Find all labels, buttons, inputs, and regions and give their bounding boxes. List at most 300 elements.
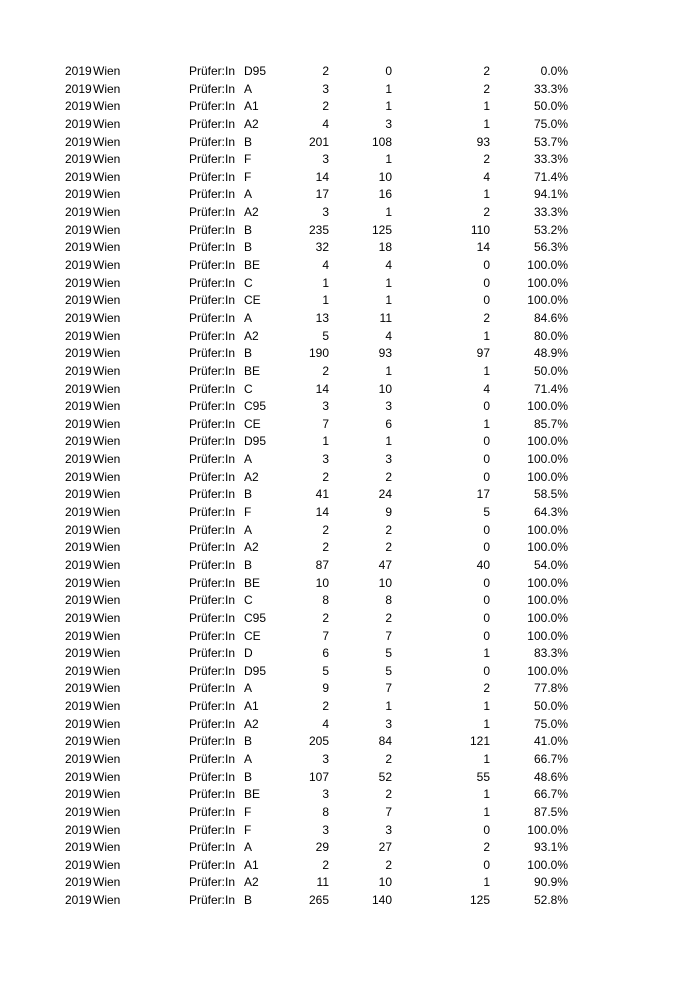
pass-rate-cell: 75.0% [533,116,568,131]
failed-count-cell: 5 [483,505,490,520]
total-count-cell: 2 [322,857,329,872]
city-cell: Wien [93,81,121,96]
year-cell: 2019 [65,434,92,449]
license-class-cell: B [244,346,253,361]
table-row [0,81,700,99]
role-cell: Prüfer:In [189,328,236,343]
year-cell: 2019 [65,258,92,273]
pass-rate-cell: 100.0% [527,399,568,414]
city-cell: Wien [93,681,121,696]
failed-count-cell: 0 [483,258,490,273]
city-cell: Wien [93,258,121,273]
year-cell: 2019 [65,222,92,237]
role-cell: Prüfer:In [189,116,236,131]
failed-count-cell: 2 [483,840,490,855]
failed-count-cell: 1 [483,787,490,802]
total-count-cell: 17 [315,187,329,202]
pass-rate-cell: 80.0% [533,328,568,343]
failed-count-cell: 0 [483,663,490,678]
year-cell: 2019 [65,187,92,202]
role-cell: Prüfer:In [189,416,236,431]
role-cell: Prüfer:In [189,875,236,890]
total-count-cell: 1 [322,275,329,290]
passed-count-cell: 11 [379,310,392,325]
year-cell: 2019 [65,575,92,590]
license-class-cell: B [244,557,253,572]
passed-count-cell: 52 [378,769,392,784]
failed-count-cell: 1 [483,328,490,343]
failed-count-cell: 93 [476,134,490,149]
total-count-cell: 2 [322,363,329,378]
pass-rate-cell: 85.7% [533,416,568,431]
passed-count-cell: 6 [385,416,392,431]
passed-count-cell: 1 [385,81,392,96]
role-cell: Prüfer:In [189,628,236,643]
total-count-cell: 3 [322,81,329,96]
failed-count-cell: 1 [483,716,490,731]
failed-count-cell: 125 [469,893,490,908]
pass-rate-cell: 50.0% [533,699,568,714]
total-count-cell: 2 [322,610,329,625]
passed-count-cell: 3 [385,116,392,131]
year-cell: 2019 [65,363,92,378]
city-cell: Wien [93,452,121,467]
license-class-cell: A2 [244,875,259,890]
role-cell: Prüfer:In [189,522,236,537]
year-cell: 2019 [65,557,92,572]
city-cell: Wien [93,699,121,714]
year-cell: 2019 [65,893,92,908]
passed-count-cell: 140 [371,893,392,908]
total-count-cell: 1 [322,293,329,308]
year-cell: 2019 [65,522,92,537]
passed-count-cell: 4 [385,258,392,273]
year-cell: 2019 [65,751,92,766]
failed-count-cell: 55 [476,769,490,784]
role-cell: Prüfer:In [189,593,236,608]
passed-count-cell: 10 [378,575,392,590]
passed-count-cell: 10 [378,381,392,396]
role-cell: Prüfer:In [189,452,236,467]
pass-rate-cell: 50.0% [533,99,568,114]
role-cell: Prüfer:In [189,822,236,837]
total-count-cell: 2 [322,99,329,114]
failed-count-cell: 1 [483,699,490,714]
year-cell: 2019 [65,205,92,220]
passed-count-cell: 84 [378,734,392,749]
license-class-cell: A2 [244,116,259,131]
license-class-cell: A [244,81,253,96]
table-row [0,63,700,81]
passed-count-cell: 1 [385,275,392,290]
license-class-cell: F [244,804,252,819]
table-row [0,610,700,628]
city-cell: Wien [93,769,121,784]
license-class-cell: CE [244,293,261,308]
total-count-cell: 4 [322,258,329,273]
pass-rate-cell: 100.0% [527,857,568,872]
total-count-cell: 3 [322,152,329,167]
total-count-cell: 3 [322,399,329,414]
pass-rate-cell: 94.1% [533,187,568,202]
role-cell: Prüfer:In [189,716,236,731]
city-cell: Wien [93,469,121,484]
city-cell: Wien [93,222,121,237]
license-class-cell: F [244,822,252,837]
passed-count-cell: 0 [385,64,392,78]
license-class-cell: BE [244,258,261,273]
pass-rate-cell: 100.0% [527,540,568,555]
role-cell: Prüfer:In [189,99,236,114]
failed-count-cell: 110 [470,222,490,237]
total-count-cell: 10 [315,575,329,590]
pass-rate-cell: 48.9% [533,346,568,361]
role-cell: Prüfer:In [189,275,236,290]
total-count-cell: 14 [315,169,329,184]
table-row [0,592,700,610]
role-cell: Prüfer:In [189,769,236,784]
failed-count-cell: 0 [483,434,490,449]
city-cell: Wien [93,575,121,590]
year-cell: 2019 [65,452,92,467]
year-cell: 2019 [65,381,92,396]
license-class-cell: A2 [244,205,259,220]
year-cell: 2019 [65,681,92,696]
total-count-cell: 265 [308,893,329,908]
passed-count-cell: 10 [378,169,392,184]
pass-rate-cell: 75.0% [533,716,568,731]
license-class-cell: F [244,152,252,167]
total-count-cell: 9 [322,681,329,696]
failed-count-cell: 14 [476,240,490,255]
passed-count-cell: 10 [378,875,392,890]
passed-count-cell: 1 [385,99,392,114]
passed-count-cell: 2 [385,751,392,766]
year-cell: 2019 [65,64,92,78]
total-count-cell: 107 [308,769,329,784]
role-cell: Prüfer:In [189,751,236,766]
city-cell: Wien [93,381,121,396]
year-cell: 2019 [65,310,92,325]
city-cell: Wien [93,399,121,414]
pass-rate-cell: 100.0% [527,452,568,467]
table-row [0,134,700,152]
role-cell: Prüfer:In [189,610,236,625]
table-row [0,275,700,293]
license-class-cell: B [244,734,253,749]
role-cell: Prüfer:In [189,399,236,414]
failed-count-cell: 0 [483,822,490,837]
role-cell: Prüfer:In [189,787,236,802]
city-cell: Wien [93,205,121,220]
total-count-cell: 41 [315,487,329,502]
role-cell: Prüfer:In [189,152,236,167]
role-cell: Prüfer:In [189,681,236,696]
role-cell: Prüfer:In [189,222,236,237]
total-count-cell: 205 [308,734,329,749]
year-cell: 2019 [65,469,92,484]
passed-count-cell: 1 [385,293,392,308]
total-count-cell: 5 [322,328,329,343]
pass-rate-cell: 56.3% [533,240,568,255]
table-row [0,169,700,187]
license-class-cell: B [244,222,253,237]
failed-count-cell: 0 [483,593,490,608]
license-class-cell: CE [244,416,261,431]
pass-rate-cell: 71.4% [533,381,568,396]
table-row [0,363,700,381]
passed-count-cell: 5 [385,663,392,678]
pass-rate-cell: 100.0% [527,628,568,643]
failed-count-cell: 0 [483,275,490,290]
total-count-cell: 4 [322,116,329,131]
role-cell: Prüfer:In [189,434,236,449]
city-cell: Wien [93,363,121,378]
role-cell: Prüfer:In [189,575,236,590]
role-cell: Prüfer:In [189,699,236,714]
passed-count-cell: 16 [378,187,392,202]
year-cell: 2019 [65,116,92,131]
total-count-cell: 3 [322,787,329,802]
pass-rate-cell: 100.0% [527,593,568,608]
year-cell: 2019 [65,540,92,555]
year-cell: 2019 [65,416,92,431]
passed-count-cell: 2 [385,522,392,537]
table-row [0,733,700,751]
pass-rate-cell: 0.0% [540,64,568,78]
license-class-cell: A [244,310,253,325]
role-cell: Prüfer:In [189,258,236,273]
failed-count-cell: 2 [483,64,490,78]
role-cell: Prüfer:In [189,469,236,484]
pass-rate-cell: 100.0% [527,469,568,484]
pass-rate-cell: 100.0% [527,610,568,625]
year-cell: 2019 [65,646,92,661]
passed-count-cell: 24 [378,487,392,502]
total-count-cell: 7 [322,416,329,431]
total-count-cell: 5 [322,663,329,678]
city-cell: Wien [93,663,121,678]
table-row [0,469,700,487]
failed-count-cell: 2 [483,681,490,696]
passed-count-cell: 1 [385,205,392,220]
city-cell: Wien [93,522,121,537]
pass-rate-cell: 100.0% [527,663,568,678]
passed-count-cell: 125 [371,222,392,237]
passed-count-cell: 3 [385,399,392,414]
role-cell: Prüfer:In [189,540,236,555]
failed-count-cell: 0 [483,522,490,537]
role-cell: Prüfer:In [189,857,236,872]
city-cell: Wien [93,734,121,749]
table-row [0,257,700,275]
pass-rate-cell: 33.3% [533,81,568,96]
license-class-cell: C95 [244,399,267,414]
city-cell: Wien [93,646,121,661]
failed-count-cell: 2 [483,205,490,220]
passed-count-cell: 1 [385,434,392,449]
year-cell: 2019 [65,487,92,502]
year-cell: 2019 [65,399,92,414]
table-row [0,116,700,134]
table-row [0,451,700,469]
city-cell: Wien [93,610,121,625]
city-cell: Wien [93,893,121,908]
license-class-cell: B [244,240,253,255]
failed-count-cell: 1 [483,116,490,131]
data-table [0,63,700,910]
total-count-cell: 3 [322,751,329,766]
city-cell: Wien [93,416,121,431]
city-cell: Wien [93,293,121,308]
year-cell: 2019 [65,663,92,678]
failed-count-cell: 0 [483,628,490,643]
pass-rate-cell: 48.6% [533,769,568,784]
license-class-cell: C [244,593,253,608]
year-cell: 2019 [65,240,92,255]
year-cell: 2019 [65,840,92,855]
license-class-cell: BE [244,363,261,378]
city-cell: Wien [93,169,121,184]
role-cell: Prüfer:In [189,840,236,855]
license-class-cell: B [244,893,253,908]
pass-rate-cell: 53.7% [533,134,568,149]
pass-rate-cell: 100.0% [527,575,568,590]
role-cell: Prüfer:In [189,557,236,572]
total-count-cell: 2 [322,64,329,78]
table-row [0,433,700,451]
failed-count-cell: 1 [483,99,490,114]
total-count-cell: 14 [315,505,329,520]
table-row [0,328,700,346]
license-class-cell: A [244,452,253,467]
table-row [0,98,700,116]
total-count-cell: 201 [308,134,329,149]
table-row [0,663,700,681]
passed-count-cell: 18 [378,240,392,255]
failed-count-cell: 0 [483,540,490,555]
failed-count-cell: 2 [483,152,490,167]
passed-count-cell: 3 [385,716,392,731]
city-cell: Wien [93,857,121,872]
table-row [0,398,700,416]
failed-count-cell: 0 [483,610,490,625]
table-row [0,151,700,169]
passed-count-cell: 47 [378,557,392,572]
year-cell: 2019 [65,505,92,520]
table-row [0,416,700,434]
year-cell: 2019 [65,134,92,149]
year-cell: 2019 [65,275,92,290]
city-cell: Wien [93,840,121,855]
year-cell: 2019 [65,857,92,872]
city-cell: Wien [93,434,121,449]
role-cell: Prüfer:In [189,663,236,678]
failed-count-cell: 1 [483,804,490,819]
city-cell: Wien [93,875,121,890]
total-count-cell: 1 [322,434,329,449]
failed-count-cell: 0 [483,575,490,590]
total-count-cell: 4 [322,716,329,731]
year-cell: 2019 [65,734,92,749]
total-count-cell: 190 [308,346,329,361]
passed-count-cell: 27 [378,840,392,855]
passed-count-cell: 3 [385,452,392,467]
license-class-cell: BE [244,575,261,590]
license-class-cell: A [244,187,253,202]
table-row [0,292,700,310]
pass-rate-cell: 58.5% [533,487,568,502]
year-cell: 2019 [65,716,92,731]
license-class-cell: A [244,840,253,855]
failed-count-cell: 121 [469,734,490,749]
pass-rate-cell: 100.0% [527,275,568,290]
total-count-cell: 2 [322,540,329,555]
city-cell: Wien [93,99,121,114]
table-row [0,345,700,363]
total-count-cell: 2 [322,469,329,484]
failed-count-cell: 97 [476,346,490,361]
pass-rate-cell: 52.8% [533,893,568,908]
total-count-cell: 3 [322,822,329,837]
table-row [0,874,700,892]
total-count-cell: 6 [322,646,329,661]
role-cell: Prüfer:In [189,169,236,184]
city-cell: Wien [93,187,121,202]
city-cell: Wien [93,328,121,343]
passed-count-cell: 1 [385,152,392,167]
failed-count-cell: 2 [483,81,490,96]
license-class-cell: A [244,522,253,537]
license-class-cell: F [244,169,252,184]
year-cell: 2019 [65,328,92,343]
table-row [0,222,700,240]
city-cell: Wien [93,64,121,78]
city-cell: Wien [93,275,121,290]
failed-count-cell: 40 [476,557,490,572]
year-cell: 2019 [65,81,92,96]
failed-count-cell: 1 [483,363,490,378]
passed-count-cell: 8 [385,593,392,608]
total-count-cell: 11 [316,875,329,890]
city-cell: Wien [93,116,121,131]
year-cell: 2019 [65,169,92,184]
license-class-cell: B [244,769,253,784]
table-row [0,628,700,646]
license-class-cell: B [244,134,253,149]
passed-count-cell: 5 [385,646,392,661]
license-class-cell: A2 [244,716,259,731]
pass-rate-cell: 84.6% [533,310,568,325]
pass-rate-cell: 100.0% [527,822,568,837]
pass-rate-cell: 33.3% [533,205,568,220]
passed-count-cell: 2 [385,610,392,625]
failed-count-cell: 1 [483,751,490,766]
role-cell: Prüfer:In [189,187,236,202]
table-row [0,698,700,716]
table-row [0,822,700,840]
passed-count-cell: 2 [385,469,392,484]
pass-rate-cell: 100.0% [527,434,568,449]
license-class-cell: C [244,275,253,290]
city-cell: Wien [93,346,121,361]
table-row [0,680,700,698]
total-count-cell: 87 [315,557,329,572]
city-cell: Wien [93,310,121,325]
year-cell: 2019 [65,875,92,890]
passed-count-cell: 93 [378,346,392,361]
table-row [0,716,700,734]
